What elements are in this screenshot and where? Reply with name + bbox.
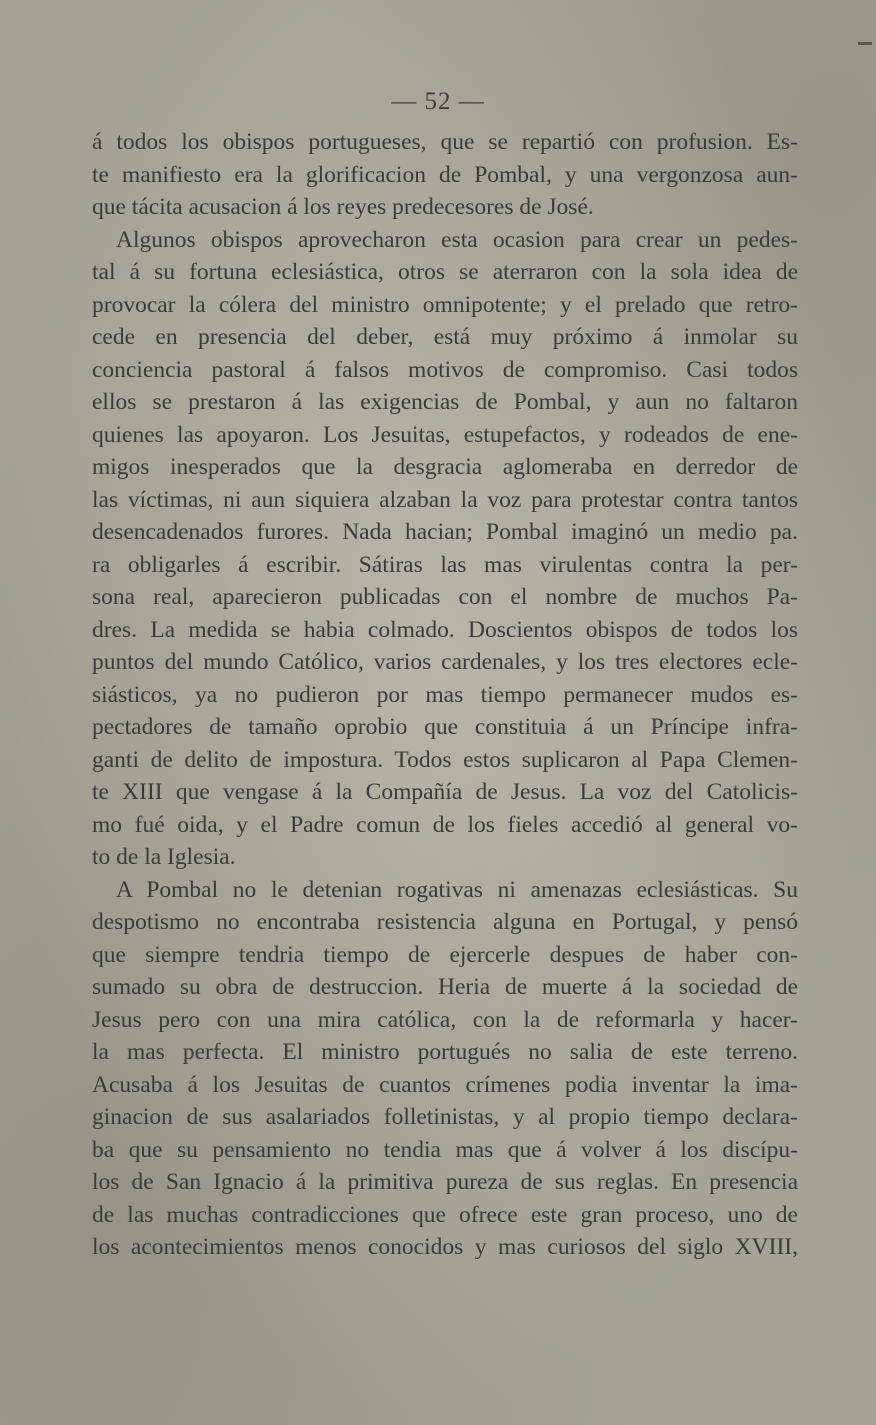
text-line: te manifiesto era la glorificacion de Pombal, y una vergonzosa aun- (92, 161, 798, 188)
text-line: te XIII que vengase á la Compañía de Jesus. La voz del Catolicis- (92, 779, 798, 805)
text-line: quienes las apoyaron. Los Jesuitas, estupefactos, y rodeados de ene- (92, 421, 798, 448)
text-line: Acusaba á los Jesuitas de cuantos crímenes podia inventar la ima- (92, 1071, 798, 1098)
text-line: ginacion de sus asalariados folletinistas, y al propio tiempo declara- (92, 1104, 798, 1130)
paragraph-start-line: Algunos obispos aprovecharon esta ocasion para crear un pedes- (116, 226, 798, 253)
text-line: to de la Iglesia. (92, 844, 236, 870)
text-line: los acontecimientos menos conocidos y mas curiosos del siglo XVIII, (92, 1234, 798, 1260)
text-line: sumado su obra de destruccion. Heria de muerte á la sociedad de (92, 974, 798, 1000)
text-line: que tácita acusacion á los reyes predecesores de José. (92, 194, 594, 220)
text-line: ellos se prestaron á las exigencias de Pombal, y aun no faltaron (92, 389, 798, 415)
text-line: desencadenados furores. Nada hacian; Pombal imaginó un medio pa. (92, 519, 798, 545)
body-text (92, 126, 798, 1264)
text-line: las víctimas, ni aun siquiera alzaban la voz para protestar contra tantos (92, 486, 798, 513)
text-line: sona real, aparecieron publicadas con el nombre de muchos Pa- (92, 584, 798, 610)
text-line: despotismo no encontraba resistencia alguna en Portugal, y pensó (92, 909, 798, 935)
text-line: cede en presencia del deber, está muy próximo á inmolar su (92, 324, 798, 350)
text-line: siásticos, ya no pudieron por mas tiempo permanecer mudos es- (92, 681, 798, 708)
text-line: ba que su pensamiento no tendia mas que á volver á los discípu- (92, 1136, 798, 1163)
text-line: pectadores de tamaño oprobio que constituia á un Príncipe infra- (92, 714, 798, 740)
text-line: puntos del mundo Católico, varios cardenales, y los tres electores ecle- (92, 649, 798, 675)
page-edge-mark (858, 42, 872, 45)
text-line: provocar la cólera del ministro omnipotente; y el prelado que retro- (92, 291, 798, 318)
text-line: conciencia pastoral á falsos motivos de compromiso. Casi todos (92, 356, 798, 383)
text-line: ganti de delito de impostura. Todos estos suplicaron al Papa Clemen- (92, 746, 798, 773)
text-line: ra obligarles á escribir. Sátiras las mas virulentas contra la per- (92, 551, 798, 578)
text-line: dres. La medida se habia colmado. Doscientos obispos de todos los (92, 616, 798, 643)
text-line: Jesus pero con una mira católica, con la de reformarla y hacer- (92, 1006, 798, 1033)
text-line: de las muchas contradicciones que ofrece este gran proceso, uno de (92, 1201, 798, 1228)
text-line: la mas perfecta. El ministro portugués no salia de este terreno. (92, 1039, 798, 1065)
paragraph-start-line: A Pombal no le detenian rogativas ni amenazas eclesiásticas. Su (116, 876, 798, 903)
text-line: mo fué oida, y el Padre comun de los fieles accedió al general vo- (92, 811, 798, 838)
page-number: — 52 — (391, 88, 485, 115)
text-line: á todos los obispos portugueses, que se repartió con profusion. Es- (92, 129, 798, 155)
text-line: migos inesperados que la desgracia aglomeraba en derredor de (92, 454, 798, 480)
text-line: que siempre tendria tiempo de ejercerle despues de haber con- (92, 941, 798, 968)
text-line: tal á su fortuna eclesiástica, otros se aterraron con la sola idea de (92, 259, 798, 285)
text-line: los de San Ignacio á la primitiva pureza de sus reglas. En presencia (92, 1169, 798, 1195)
